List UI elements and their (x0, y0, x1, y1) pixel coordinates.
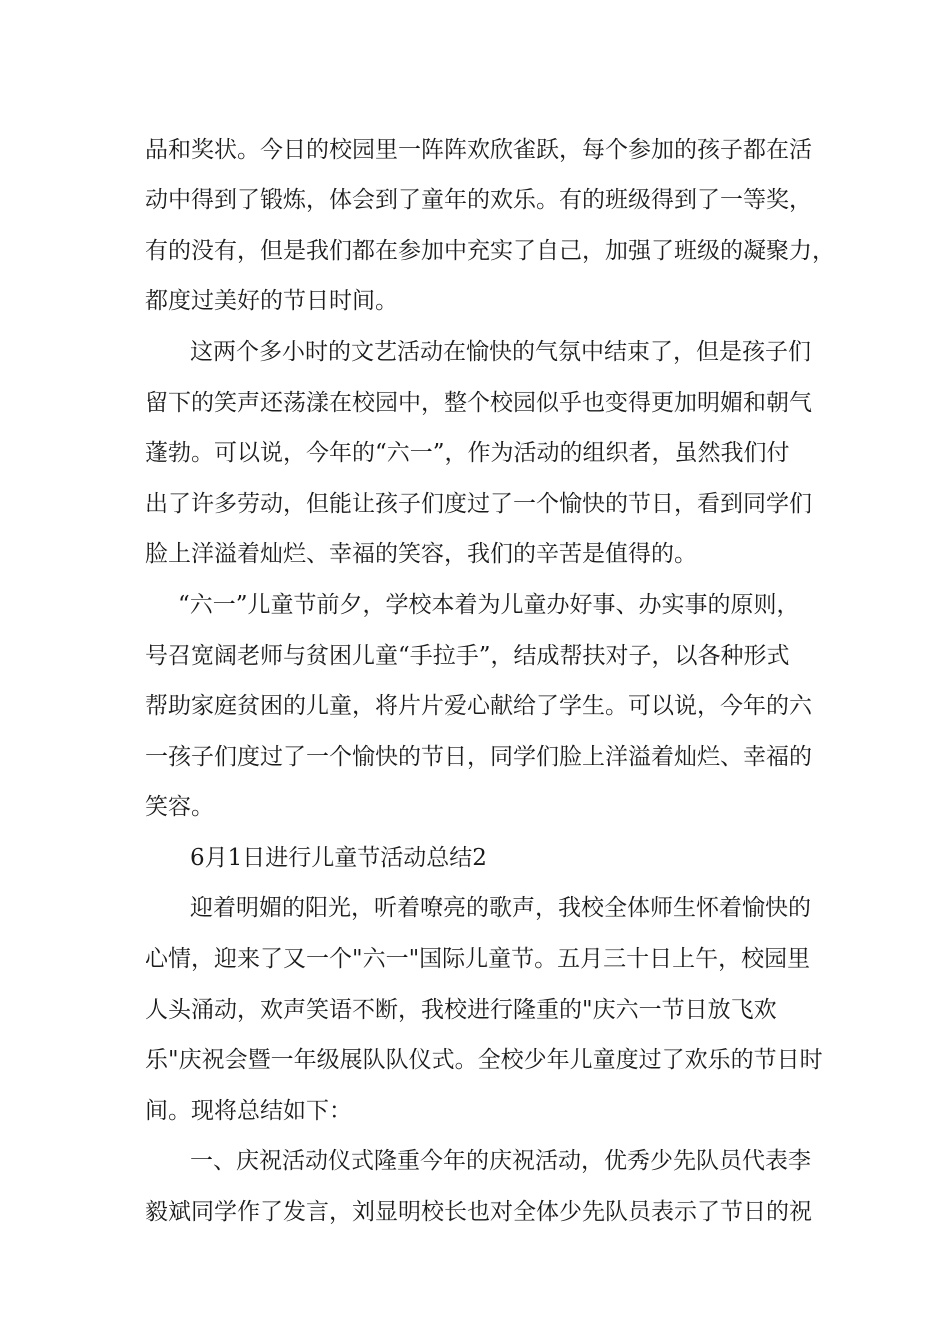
text-line: 乐"庆祝会暨一年级展队队仪式。全校少年儿童度过了欢乐的节日时 (145, 1047, 823, 1073)
text-line: 动中得到了锻炼，体会到了童年的欢乐。有的班级得到了一等奖， (145, 187, 812, 213)
text-line: 心情，迎来了又一个"六一"国际儿童节。五月三十日上午，校园里 (145, 946, 811, 972)
text-line: 都度过美好的节日时间。 (145, 288, 398, 314)
paragraph-start-line: 迎着明媚的阳光，听着嘹亮的歌声，我校全体师生怀着愉快的 (190, 895, 811, 921)
text-line: 帮助家庭贫困的儿童，将片片爱心献给了学生。可以说，今年的六 (145, 693, 812, 719)
text-line: 品和奖状。今日的校园里一阵阵欢欣雀跃，每个参加的孩子都在活 (145, 137, 812, 163)
paragraph-start-line: 这两个多小时的文艺活动在愉快的气氛中结束了，但是孩子们 (190, 339, 811, 365)
text-line: 号召宽阔老师与贫困儿童“手拉手”，结成帮扶对子，以各种形式 (145, 643, 790, 669)
paragraph-start-line: 一、庆祝活动仪式隆重今年的庆祝活动，优秀少先队员代表李 (190, 1148, 811, 1174)
text-line: 毅斌同学作了发言，刘显明校长也对全体少先队员表示了节日的祝 (145, 1199, 812, 1225)
section-heading: 6月1日进行儿童节活动总结2 (190, 845, 487, 871)
text-line: 笑容。 (145, 794, 214, 820)
paragraph-start-line: “六一”儿童节前夕，学校本着为儿童办好事、办实事的原则， (178, 592, 800, 618)
text-line: 留下的笑声还荡漾在校园中，整个校园似乎也变得更加明媚和朝气 (145, 390, 812, 416)
text-line: 间。现将总结如下： (145, 1098, 352, 1124)
text-line: 脸上洋溢着灿烂、幸福的笑容，我们的辛苦是值得的。 (145, 541, 697, 567)
text-line: 一孩子们度过了一个愉快的节日，同学们脸上洋溢着灿烂、幸福的 (145, 744, 812, 770)
text-line: 出了许多劳动，但能让孩子们度过了一个愉快的节日，看到同学们 (145, 491, 812, 517)
text-line: 人头涌动，欢声笑语不断，我校进行隆重的"庆六一节日放飞欢 (145, 997, 777, 1023)
text-line: 蓬勃。可以说，今年的“六一”，作为活动的组织者，虽然我们付 (145, 440, 790, 466)
text-line: 有的没有，但是我们都在参加中充实了自己，加强了班级的凝聚力， (145, 238, 835, 264)
